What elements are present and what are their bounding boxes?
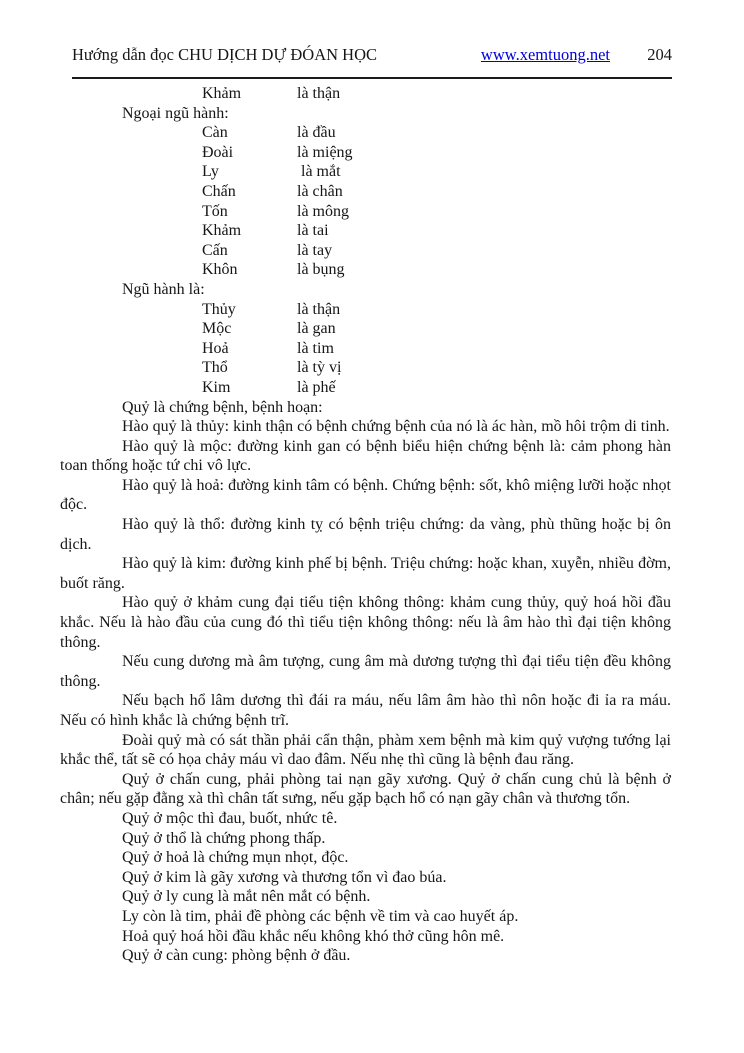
trigram-term: Thủy	[202, 300, 236, 318]
trigram-meaning: là tai	[297, 222, 329, 240]
list-heading: Ngoại ngũ hành:	[122, 104, 229, 122]
body-paragraph: Quỷ ở ly cung là mắt nên mắt có bệnh.	[122, 888, 371, 906]
body-paragraph: Hào quỷ ở khảm cung đại tiểu tiện không thông: khảm cung thủy, quỷ hoá hồi đầu khắc. Nếu là hào đầu của cung đó thì tiểu tiện không thông: nếu là âm hào thì đại tiện không thông.	[60, 594, 671, 651]
trigram-row	[60, 260, 671, 280]
trigram-meaning: là mắt	[297, 163, 341, 181]
body-paragraph: Hào quỷ là mộc: đường kinh gan có bệnh biểu hiện chứng bệnh là: cảm phong hàn toan thống hoặc tứ chi vô lực.	[60, 437, 671, 475]
trigram-row	[60, 358, 671, 378]
body-paragraph: Quỷ ở kim là gãy xương và thương tổn vì đao búa.	[122, 868, 447, 886]
trigram-meaning: là tỳ vị	[297, 359, 342, 377]
trigram-term: Cấn	[202, 241, 228, 259]
page-body	[60, 84, 671, 966]
page-header	[72, 45, 672, 65]
trigram-term: Ly	[202, 163, 219, 181]
trigram-term: Khảm	[202, 85, 242, 102]
trigram-row	[60, 123, 671, 143]
body-paragraph: Hào quỷ là thổ: đường kinh tỵ có bệnh triệu chứng: da vàng, phù thũng hoặc bị ôn dịch.	[60, 516, 671, 553]
body-paragraph: Nếu cung dương mà âm tượng, cung âm mà dương tượng thì đại tiểu tiện đều không thông.	[60, 653, 671, 690]
trigram-row	[60, 241, 671, 261]
trigram-term: Kim	[202, 378, 231, 396]
trigram-term: Chấn	[202, 182, 236, 200]
trigram-row	[60, 84, 671, 104]
trigram-meaning: là miệng	[297, 143, 353, 161]
body-paragraph: Quỷ là chứng bệnh, bệnh hoạn:	[122, 398, 323, 416]
trigram-term: Tốn	[202, 202, 228, 220]
trigram-row	[60, 162, 671, 182]
list-heading: Ngũ hành là:	[122, 280, 205, 298]
page-title: Hướng dẫn đọc CHU DỊCH DỰ ĐÓAN HỌC	[72, 45, 377, 64]
trigram-row	[60, 319, 671, 339]
body-paragraph: Quỷ ở thổ là chứng phong thấp.	[122, 829, 326, 847]
body-paragraph: Hào quỷ là kim: đường kinh phế bị bệnh. Triệu chứng: hoặc khan, xuyễn, nhiều đờm, buốt răng.	[60, 555, 671, 592]
body-paragraph: Quỷ ở càn cung: phòng bệnh ở đầu.	[122, 947, 351, 965]
body-paragraph: Đoài quỷ mà có sát thần phải cẩn thận, phàm xem bệnh mà kim quỷ vượng tướng lại khắc thể, tất sẽ có họa chảy máu vì dao đâm. Nếu nhẹ thì cũng là bệnh đau răng.	[60, 731, 671, 769]
trigram-row	[60, 182, 671, 202]
trigram-meaning: là tim	[297, 339, 334, 357]
trigram-meaning: là thận	[297, 300, 341, 318]
trigram-term: Khảm	[202, 222, 242, 240]
trigram-row	[60, 143, 671, 163]
trigram-term: Càn	[202, 124, 228, 142]
body-paragraph: Ly còn là tim, phải đề phòng các bệnh về tim và cao huyết áp.	[122, 907, 519, 925]
trigram-row	[60, 339, 671, 359]
body-paragraph: Hào quỷ là thủy: kinh thận có bệnh chứng bệnh của nó là ác hàn, mồ hôi trộm di tinh.	[122, 418, 670, 436]
trigram-row	[60, 221, 671, 241]
body-paragraph: Quỷ ở hoả là chứng mụn nhọt, độc.	[122, 849, 349, 867]
trigram-row	[60, 202, 671, 222]
body-paragraph: Hoả quỷ hoá hồi đầu khắc nếu không khó thở cũng hôn mê.	[122, 927, 505, 945]
header-divider	[72, 77, 672, 79]
trigram-row	[60, 378, 671, 398]
trigram-term: Đoài	[202, 143, 234, 161]
trigram-term: Mộc	[202, 320, 232, 338]
body-paragraph: Quỷ ở mộc thì đau, buốt, nhức tê.	[122, 809, 338, 827]
trigram-meaning: là bụng	[297, 261, 345, 279]
trigram-row	[60, 300, 671, 320]
trigram-meaning: là mông	[297, 202, 349, 220]
trigram-meaning: là thận	[297, 85, 341, 102]
page-number: 204	[647, 45, 672, 64]
website-link[interactable]: www.xemtuong.net	[480, 45, 610, 64]
trigram-meaning: là chân	[297, 182, 343, 200]
body-paragraph: Quỷ ở chấn cung, phải phòng tai nạn gãy xương. Quỷ ở chấn cung chủ là bệnh ở chân; nếu gặp đằng xà thì chân tất sưng, nếu gặp bạch hổ có nạn gãy chân và thương tổn.	[60, 770, 671, 808]
trigram-meaning: là tay	[297, 241, 333, 259]
trigram-term: Khôn	[202, 261, 238, 279]
body-paragraph: Hào quỷ là hoả: đường kinh tâm có bệnh. Chứng bệnh: sốt, khô miệng lưỡi hoặc nhọt độc.	[60, 476, 671, 514]
trigram-meaning: là đầu	[297, 124, 336, 142]
body-paragraph: Nếu bạch hổ lâm dương thì đái ra máu, nếu lâm âm hào thì nôn hoặc đi ỉa ra máu. Nếu có hình khắc là chứng bệnh trĩ.	[60, 692, 671, 729]
trigram-meaning: là gan	[297, 320, 336, 338]
trigram-meaning: là phế	[297, 378, 336, 396]
trigram-term: Thổ	[202, 359, 228, 377]
trigram-term: Hoả	[202, 339, 229, 357]
